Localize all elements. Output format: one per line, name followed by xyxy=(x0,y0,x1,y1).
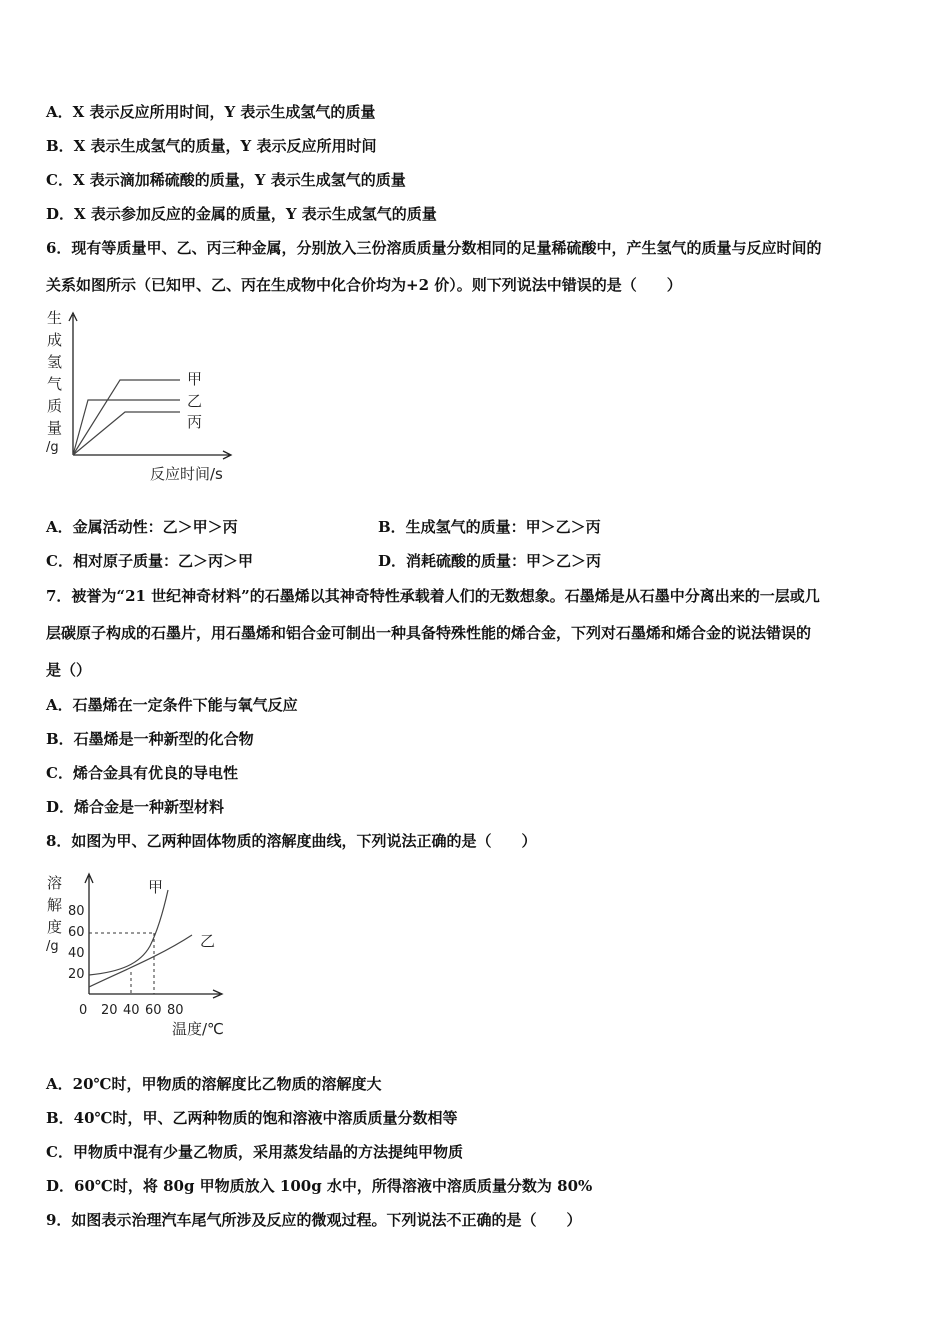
q5-option-b: B．X 表示生成氢气的质量，Y 表示反应所用时间 xyxy=(46,137,377,155)
q6-label-yi: 乙 xyxy=(187,392,203,410)
q6-option-b: B．生成氢气的质量：甲＞乙＞丙 xyxy=(378,518,601,536)
q6-y-label-char: 生 xyxy=(47,309,63,327)
q8-x-tick-60: 60 xyxy=(145,1003,162,1018)
q8-option-c: C．甲物质中混有少量乙物质，采用蒸发结晶的方法提纯甲物质 xyxy=(46,1143,463,1161)
q7-option-d: D．烯合金是一种新型材料 xyxy=(46,798,225,816)
q6-y-label-unit: /g xyxy=(46,440,59,455)
q5-option-d: D．X 表示参加反应的金属的质量，Y 表示生成氢气的质量 xyxy=(46,205,437,223)
q8-y-label-char: 度 xyxy=(47,918,63,936)
q8-y-label-char: 溶 xyxy=(47,874,63,892)
q6-x-label: 反应时间/s xyxy=(150,465,223,483)
q8-y-tick-20: 20 xyxy=(68,967,85,982)
q8-y-tick-60: 60 xyxy=(68,925,85,940)
q6-y-label-char: 质 xyxy=(47,397,63,415)
q8-stem-line1: 8．如图为甲、乙两种固体物质的溶解度曲线，下列说法正确的是（ ） xyxy=(46,832,537,850)
q8-label-yi: 乙 xyxy=(200,932,216,950)
q7-option-a: A．石墨烯在一定条件下能与氧气反应 xyxy=(46,696,298,714)
q9-stem-line1: 9．如图表示治理汽车尾气所涉及反应的微观过程。下列说法不正确的是（ ） xyxy=(46,1211,582,1229)
q8-y-tick-80: 80 xyxy=(68,904,85,919)
q6-y-label-char: 氢 xyxy=(47,353,63,371)
q6-hydrogen-chart xyxy=(40,305,250,490)
q6-option-a: A．金属活动性：乙＞甲＞丙 xyxy=(46,518,238,536)
q8-solubility-chart xyxy=(40,868,240,1040)
q8-y-label-unit: /g xyxy=(46,939,59,954)
q7-option-c: C．烯合金具有优良的导电性 xyxy=(46,764,238,782)
q7-option-b: B．石墨烯是一种新型的化合物 xyxy=(46,730,254,748)
q6-option-d: D．消耗硫酸的质量：甲＞乙＞丙 xyxy=(378,552,602,570)
q7-stem-line3: 是（） xyxy=(46,661,92,679)
q6-label-bing: 丙 xyxy=(187,413,203,431)
q8-y-tick-40: 40 xyxy=(68,946,85,961)
q8-label-jia: 甲 xyxy=(148,878,164,896)
q8-x-tick-20: 20 xyxy=(101,1003,118,1018)
q8-curve-jia xyxy=(89,890,168,975)
q6-label-jia: 甲 xyxy=(187,370,203,388)
q5-option-a: A．X 表示反应所用时间，Y 表示生成氢气的质量 xyxy=(46,103,376,121)
q8-x-tick-80: 80 xyxy=(167,1003,184,1018)
q6-y-label-char: 成 xyxy=(47,331,63,349)
q8-option-a: A．20℃时，甲物质的溶解度比乙物质的溶解度大 xyxy=(46,1075,382,1093)
q8-y-label-char: 解 xyxy=(47,896,63,914)
q6-stem-line1: 6．现有等质量甲、乙、丙三种金属，分别放入三份溶质质量分数相同的足量稀硫酸中，产生氢气的质量与反应时间的 xyxy=(46,239,822,257)
q6-curve-yi xyxy=(73,400,180,455)
q6-curve-jia xyxy=(73,380,180,455)
q7-stem-line1: 7．被誉为“21 世纪神奇材料”的石墨烯以其神奇特性承载着人们的无数想象。石墨烯是从石墨中分离出来的一层或几 xyxy=(46,587,820,605)
q8-x-tick-0: 0 xyxy=(79,1003,88,1018)
q8-x-tick-40: 40 xyxy=(123,1003,140,1018)
q8-curve-yi xyxy=(89,935,192,987)
q8-option-b: B．40℃时，甲、乙两种物质的饱和溶液中溶质质量分数相等 xyxy=(46,1109,458,1127)
q8-x-label: 温度/℃ xyxy=(172,1020,224,1038)
q7-stem-line2: 层碳原子构成的石墨片，用石墨烯和铝合金可制出一种具备特殊性能的烯合金，下列对石墨烯和烯合金的说法错误的 xyxy=(46,624,812,642)
q8-option-d: D．60℃时，将 80g 甲物质放入 100g 水中，所得溶液中溶质质量分数为 80% xyxy=(46,1177,593,1195)
q6-y-label-char: 量 xyxy=(47,419,63,437)
q6-stem-line2: 关系如图所示（已知甲、乙、丙在生成物中化合价均为+2 价）。则下列说法中错误的是（ ） xyxy=(46,276,682,294)
q6-curve-bing xyxy=(73,412,180,455)
q5-option-c: C．X 表示滴加稀硫酸的质量，Y 表示生成氢气的质量 xyxy=(46,171,406,189)
q6-y-label-char: 气 xyxy=(47,375,63,393)
q6-option-c: C．相对原子质量：乙＞丙＞甲 xyxy=(46,552,253,570)
